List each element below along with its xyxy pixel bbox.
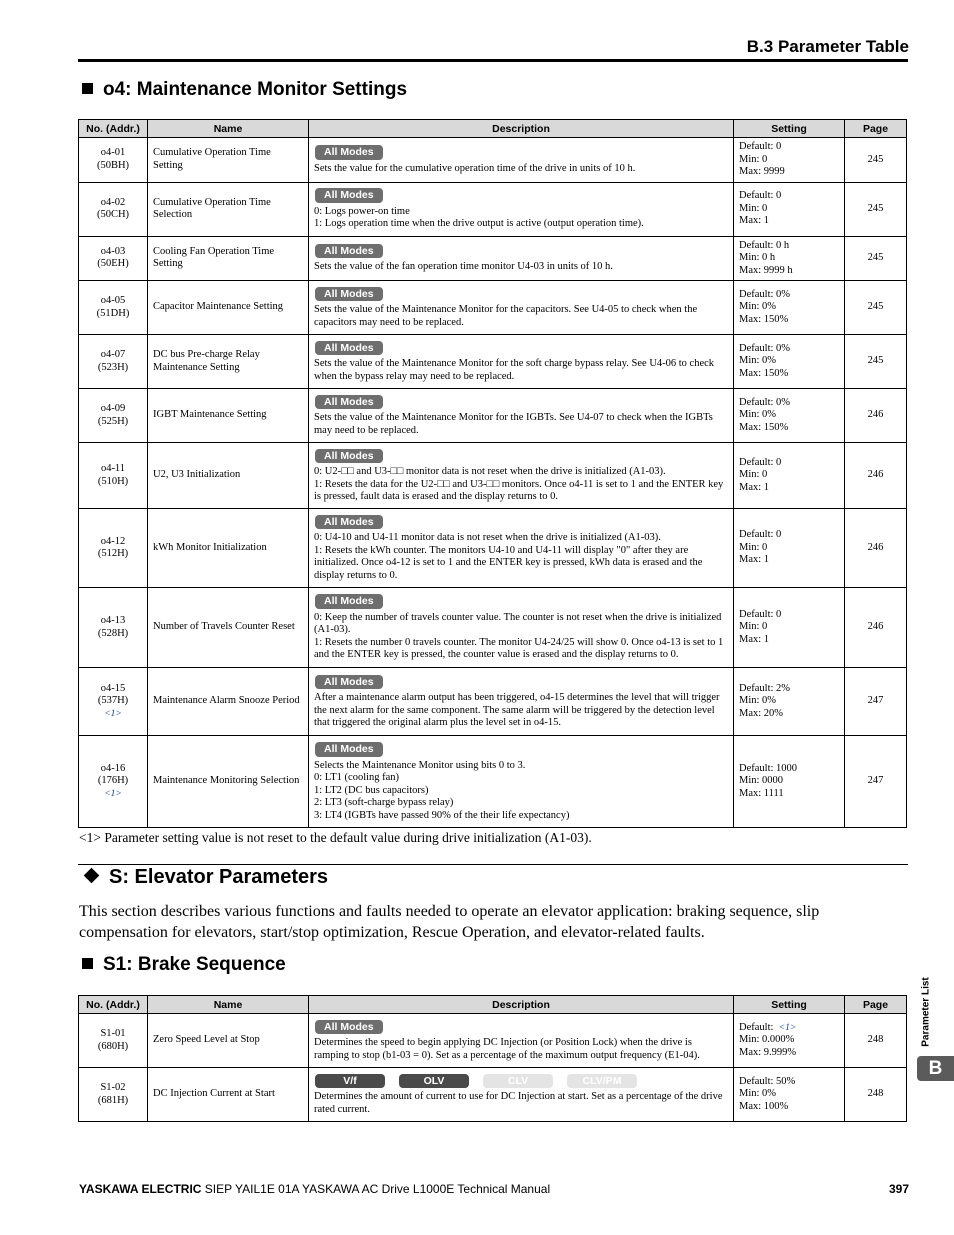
header-rule	[78, 59, 908, 62]
param-address: (537H)	[97, 695, 129, 707]
col-header-code: No. (Addr.)	[79, 120, 148, 138]
param-setting-cell	[734, 443, 845, 509]
square-bullet-icon	[82, 83, 93, 94]
mode-badge-vf: V/f	[315, 1074, 385, 1089]
note-ref: <1>	[104, 708, 122, 719]
param-setting-cell	[734, 1068, 845, 1122]
param-address: (510H)	[97, 475, 129, 487]
param-code-cell	[79, 236, 148, 281]
all-modes-badge: All Modes	[315, 594, 383, 609]
param-name: IGBT Maintenance Setting	[148, 389, 309, 443]
param-code: o4-01	[100, 147, 126, 159]
all-modes-badge: All Modes	[315, 341, 383, 356]
param-address: (680H)	[97, 1040, 129, 1052]
param-code-cell	[79, 1014, 148, 1068]
setting-default: Default: 0	[739, 456, 782, 468]
setting-min: Min: 0%	[739, 695, 777, 707]
param-address: (523H)	[97, 361, 129, 373]
setting-min: Min: 0%	[739, 1088, 777, 1100]
table-row	[79, 588, 907, 668]
footnote: <1> Parameter setting value is not reset to the default value during drive initialization (A1-03).	[79, 830, 592, 845]
param-description-cell	[309, 1068, 734, 1122]
param-address: (51DH)	[96, 307, 130, 319]
setting-max: Max: 1111	[739, 787, 784, 799]
setting-max: Max: 1	[739, 481, 770, 493]
param-name: Maintenance Alarm Snooze Period	[148, 668, 309, 736]
setting-min: Min: 0	[739, 621, 768, 633]
all-modes-badge: All Modes	[315, 449, 383, 464]
param-address: (50CH)	[96, 209, 130, 220]
setting-max: Max: 150%	[739, 367, 789, 379]
param-description-line: Selects the Maintenance Monitor using bits 0 to 3.	[314, 759, 526, 771]
param-setting-cell	[734, 335, 845, 389]
param-code: o4-03	[100, 245, 126, 257]
setting-min: Min: 0%	[739, 301, 777, 313]
param-description-cell	[309, 1014, 734, 1068]
param-code: o4-15	[100, 682, 126, 694]
setting-max: Max: 9999	[739, 166, 785, 177]
col-header-name: Name	[148, 996, 309, 1014]
all-modes-badge: All Modes	[315, 675, 383, 690]
mode-badge-clv: CLV	[483, 1074, 553, 1089]
param-description-line: 1: LT2 (DC bus capacitors)	[314, 784, 429, 796]
footer-page-number: 397	[888, 1182, 909, 1196]
setting-min: Min: 0	[739, 202, 768, 214]
col-header-setting: Setting	[734, 120, 845, 138]
param-code-cell	[79, 281, 148, 335]
param-description-line: Sets the value of the fan operation time monitor U4-03 in units of 10 h.	[314, 261, 613, 273]
setting-max: Max: 9.999%	[739, 1046, 797, 1058]
setting-min: Min: 0	[739, 153, 768, 165]
param-page: 248	[845, 1014, 907, 1068]
param-setting-cell	[734, 509, 845, 588]
param-code: o4-13	[100, 615, 126, 626]
setting-min: Min: 0%	[739, 409, 777, 421]
col-header-description: Description	[309, 120, 734, 138]
param-description-cell	[309, 509, 734, 588]
setting-default: Default: 0	[739, 529, 782, 541]
section-tab-b: B	[917, 1056, 954, 1081]
all-modes-badge: All Modes	[315, 515, 383, 530]
param-address: (50EH)	[97, 258, 129, 270]
param-description-line: 0: LT1 (cooling fan)	[314, 772, 400, 783]
diamond-bullet-icon	[84, 868, 100, 884]
setting-max: Max: 1	[739, 633, 770, 645]
param-description-cell	[309, 335, 734, 389]
setting-max: Max: 1	[739, 215, 770, 227]
param-page: 245	[845, 236, 907, 281]
setting-default: Default: 0%	[739, 396, 791, 408]
note-ref: <1>	[104, 788, 122, 799]
param-code: o4-12	[100, 535, 126, 547]
setting-default: Default: 0	[739, 190, 782, 202]
param-address: (50BH)	[96, 159, 130, 171]
param-page: 247	[845, 736, 907, 828]
param-code: S1-02	[100, 1082, 126, 1093]
param-code-cell	[79, 588, 148, 668]
param-page: 246	[845, 509, 907, 588]
param-description-cell	[309, 182, 734, 236]
table-row	[79, 443, 907, 509]
param-address: (512H)	[97, 548, 129, 559]
setting-default	[739, 1022, 839, 1035]
param-setting-cell	[734, 182, 845, 236]
param-name: Cumulative Operation Time Selection	[148, 182, 309, 236]
param-description-line: Sets the value of the Maintenance Monitor for the soft charge bypass relay. See U4-06 to check when the bypass relay may need to be replaced.	[314, 358, 715, 382]
param-name: U2, U3 Initialization	[148, 443, 309, 509]
all-modes-badge: All Modes	[315, 395, 383, 410]
param-code-cell	[79, 736, 148, 828]
mode-badge-clv-pm: CLV/PM	[567, 1074, 637, 1089]
param-code-cell	[79, 443, 148, 509]
param-page: 246	[845, 443, 907, 509]
param-name: DC bus Pre-charge Relay Maintenance Setting	[148, 335, 309, 389]
param-name: Capacitor Maintenance Setting	[148, 281, 309, 335]
param-page: 245	[845, 138, 907, 183]
section-s-title: S: Elevator Parameters	[109, 866, 329, 888]
param-setting-cell	[734, 668, 845, 736]
table-header-row	[79, 120, 907, 138]
col-header-description: Description	[309, 996, 734, 1014]
col-header-name: Name	[148, 120, 309, 138]
section-s-heading	[82, 866, 328, 889]
footer-text	[79, 1182, 550, 1196]
section-s-paragraph: This section describes various functions and faults needed to operate an elevator application: braking sequence, slip compensation for elevators, start/stop optimization, Rescue Operation, and elevator-related faults.	[79, 903, 820, 941]
setting-max: Max: 150%	[739, 421, 789, 433]
col-header-code: No. (Addr.)	[79, 996, 148, 1014]
param-code-cell	[79, 668, 148, 736]
param-setting-cell	[734, 736, 845, 828]
param-name: Maintenance Monitoring Selection	[148, 736, 309, 828]
table-row	[79, 1014, 907, 1068]
section-o4-heading	[82, 79, 407, 101]
param-page: 246	[845, 588, 907, 668]
param-description-cell	[309, 443, 734, 509]
section-o4-title: o4: Maintenance Monitor Settings	[103, 79, 408, 100]
param-code-cell	[79, 509, 148, 588]
param-page: 247	[845, 668, 907, 736]
all-modes-badge: All Modes	[315, 145, 383, 160]
section-s1-title: S1: Brake Sequence	[103, 954, 286, 975]
param-description: Determines the speed to begin applying DC Injection (or Position Lock) when the drive is ramping to stop (b1-03 = 0). Set as a percentage of the maximum output frequency (E1-04).	[314, 1037, 700, 1061]
param-description-cell	[309, 389, 734, 443]
param-setting-cell	[734, 1014, 845, 1068]
param-description-cell	[309, 668, 734, 736]
setting-max: Max: 20%	[739, 707, 784, 719]
setting-min: Min: 0%	[739, 355, 777, 367]
all-modes-badge: All Modes	[315, 287, 383, 302]
setting-max: Max: 1	[739, 554, 770, 566]
col-header-setting: Setting	[734, 996, 845, 1014]
setting-max: Max: 9999 h	[739, 264, 793, 276]
param-name: kWh Monitor Initialization	[148, 509, 309, 588]
param-code-cell	[79, 138, 148, 183]
param-description-line: Sets the value for the cumulative operation time of the drive in units of 10 h.	[314, 162, 636, 174]
param-page: 248	[845, 1068, 907, 1122]
param-description-line: 1: Resets the number 0 travels counter. The monitor U4-24/25 will show 0. Once o4-13 is set to 1 and the ENTER key is pressed, the counter value is erased and the display returns to 0.	[314, 636, 724, 661]
s1-parameter-table	[78, 995, 907, 1122]
setting-min: Min: 0.000%	[739, 1034, 795, 1046]
param-code-cell	[79, 335, 148, 389]
param-description-line: 1: Logs operation time when the drive output is active (output operation time).	[314, 218, 644, 230]
param-code: o4-11	[100, 463, 126, 474]
param-setting-cell	[734, 138, 845, 183]
table-row	[79, 736, 907, 828]
param-description-line: Sets the value of the Maintenance Monitor for the IGBTs. See U4-07 to check when the IGBTs may need to be replaced.	[314, 412, 713, 436]
param-setting-cell	[734, 281, 845, 335]
param-code: o4-16	[100, 762, 126, 774]
control-mode-row	[315, 1074, 728, 1089]
param-page: 245	[845, 182, 907, 236]
table-row	[79, 236, 907, 281]
all-modes-badge: All Modes	[315, 742, 383, 757]
param-description-line: 0: U2-□□ and U3-□□ monitor data is not reset when the drive is initialized (A1-03).	[314, 466, 666, 477]
col-header-page: Page	[845, 996, 907, 1014]
param-description-line: 1: Resets the data for the U2-□□ and U3-□□ monitors. Once o4-11 is set to 1 and the ENTER key is pressed, fault data is erased and the display returns to 0.	[314, 478, 724, 502]
param-code-cell	[79, 182, 148, 236]
all-modes-badge: All Modes	[315, 188, 383, 203]
param-description-line: 3: LT4 (IGBTs have passed 90% of the their life expectancy)	[314, 809, 570, 821]
table-row	[79, 182, 907, 236]
square-bullet-icon	[82, 958, 93, 969]
setting-min: Min: 0	[739, 541, 768, 553]
param-description-line: 1: Resets the kWh counter. The monitors U4-10 and U4-11 will display "0" after they are initialized. Once o4-12 is set to 1 and the ENTER key is pressed, kWh data is erased and the display returns to 0.	[314, 544, 703, 581]
param-address: (176H)	[97, 775, 129, 787]
setting-max: Max: 100%	[739, 1100, 789, 1112]
setting-default: Default: 2%	[739, 682, 791, 694]
setting-default: Default: 0%	[739, 288, 791, 300]
param-description-cell	[309, 236, 734, 281]
param-description-cell	[309, 588, 734, 668]
setting-default: Default: 1000	[739, 762, 798, 774]
param-code: o4-05	[100, 295, 126, 306]
setting-default: Default: 0%	[739, 342, 791, 354]
param-description-line: Sets the value of the Maintenance Monitor for the capacitors. See U4-05 to check when the capacitors may need to be replaced.	[314, 304, 698, 328]
note-ref: <1>	[778, 1022, 797, 1033]
param-code: o4-02	[100, 196, 126, 208]
param-description-line: 0: Logs power-on time	[314, 205, 410, 217]
setting-min: Min: 0	[739, 469, 768, 481]
param-description-cell	[309, 138, 734, 183]
mode-badge-olv: OLV	[399, 1074, 469, 1089]
o4-parameter-table	[78, 119, 907, 828]
param-code: S1-01	[100, 1028, 126, 1039]
header-title: B.3 Parameter Table	[746, 37, 909, 56]
table-row	[79, 668, 907, 736]
setting-default-label: Default:	[739, 1021, 774, 1033]
param-address: (681H)	[97, 1094, 129, 1106]
param-description-line: After a maintenance alarm output has been triggered, o4-15 determines the level that will trigger the next alarm for the same component. The same alarm will be triggered by the detection level that triggered the original alarm plus the level set in o4-15.	[314, 692, 720, 728]
param-address: (525H)	[97, 415, 129, 427]
section-rule	[78, 864, 908, 865]
table-row	[79, 335, 907, 389]
param-setting-cell	[734, 588, 845, 668]
setting-max: Max: 150%	[739, 313, 789, 325]
table-row	[79, 389, 907, 443]
setting-min: Min: 0000	[739, 775, 784, 787]
table-header-row	[79, 996, 907, 1014]
setting-default: Default: 0 h	[739, 239, 790, 251]
setting-min: Min: 0 h	[739, 252, 776, 263]
all-modes-badge: All Modes	[315, 244, 383, 259]
param-description-cell	[309, 736, 734, 828]
setting-default: Default: 50%	[739, 1075, 796, 1087]
all-modes-badge: All Modes	[315, 1020, 383, 1035]
param-name: Cumulative Operation Time Setting	[148, 138, 309, 183]
footer-doc: SIEP YAIL1E 01A YASKAWA AC Drive L1000E Technical Manual	[201, 1182, 551, 1196]
section-s1-heading	[82, 954, 286, 976]
param-description-cell	[309, 281, 734, 335]
col-header-page: Page	[845, 120, 907, 138]
param-page: 245	[845, 281, 907, 335]
param-description-line: 0: Keep the number of travels counter value. The counter is not reset when the drive is initialized (A1-03).	[314, 611, 722, 636]
param-setting-cell	[734, 389, 845, 443]
param-name: Cooling Fan Operation Time Setting	[148, 236, 309, 281]
setting-default: Default: 0	[739, 141, 782, 152]
setting-default: Default: 0	[739, 608, 782, 620]
param-address: (528H)	[97, 627, 129, 639]
param-name: DC Injection Current at Start	[148, 1068, 309, 1122]
table-row	[79, 509, 907, 588]
param-code-cell	[79, 1068, 148, 1122]
table-row	[79, 281, 907, 335]
param-code: o4-09	[100, 403, 126, 414]
side-tab-label	[918, 970, 934, 1054]
param-page: 245	[845, 335, 907, 389]
param-code: o4-07	[100, 349, 126, 360]
param-description: Determines the amount of current to use for DC Injection at start. Set as a percentage of the drive rated current.	[314, 1091, 723, 1115]
param-name: Number of Travels Counter Reset	[148, 588, 309, 668]
param-name: Zero Speed Level at Stop	[148, 1014, 309, 1068]
param-code-cell	[79, 389, 148, 443]
param-page: 246	[845, 389, 907, 443]
side-tab-text: Parameter List	[920, 977, 932, 1047]
param-description-line: 0: U4-10 and U4-11 monitor data is not reset when the drive is initialized (A1-03).	[314, 532, 661, 544]
param-description-line: 2: LT3 (soft-charge bypass relay)	[314, 797, 454, 808]
table-row	[79, 1068, 907, 1122]
param-setting-cell	[734, 236, 845, 281]
table-row	[79, 138, 907, 183]
footer-brand: YASKAWA ELECTRIC	[79, 1182, 202, 1196]
